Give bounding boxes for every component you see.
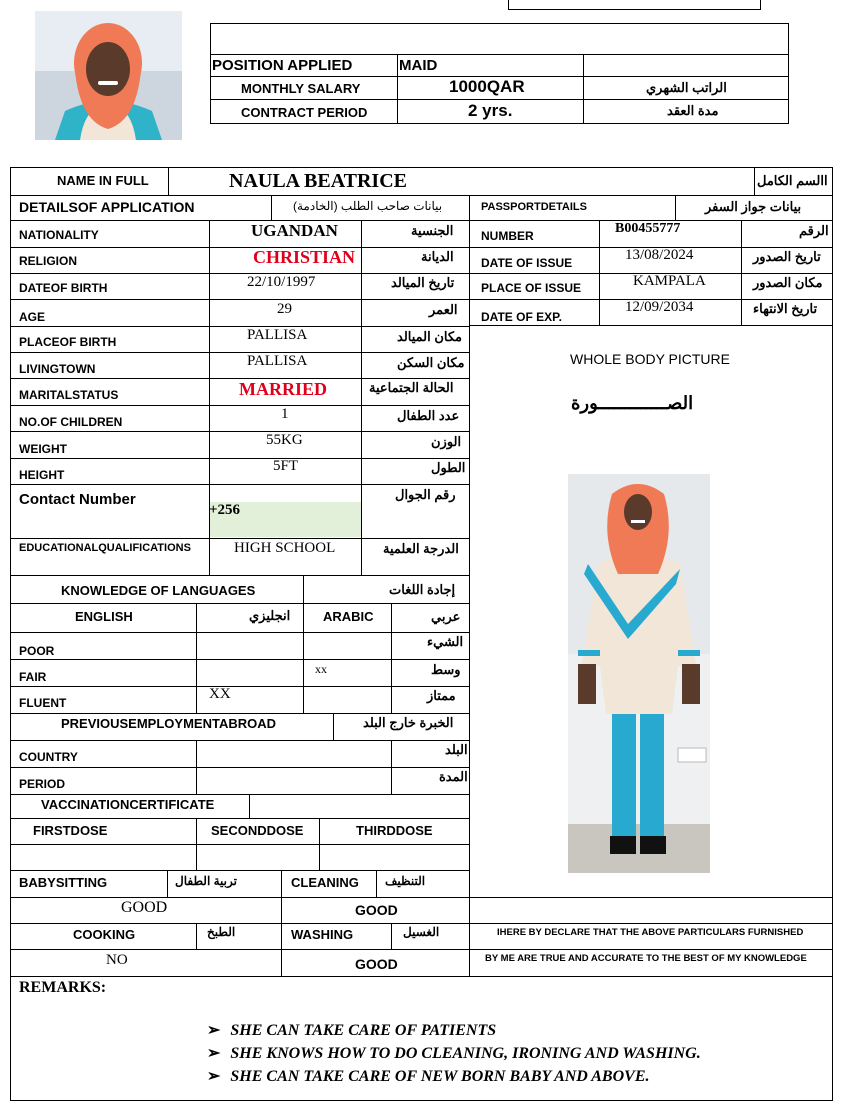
position-value: MAID — [399, 57, 438, 74]
cooking-value: NO — [106, 952, 128, 968]
employment-label: PREVIOUSEMPLOYMENTABROAD — [61, 716, 276, 731]
bullet-arrow-icon: ➢ — [207, 1045, 221, 1062]
country-ar: البلد — [445, 742, 468, 757]
name-value: NAULA BEATRICE — [229, 170, 407, 192]
babysitting-ar: تربية الطفال — [175, 874, 237, 888]
salary-ar: الراتب الشهري — [646, 80, 727, 95]
contact-value: +256 — [209, 502, 241, 518]
period-label: PERIOD — [19, 777, 66, 791]
expiry-ar: تاريخ الانتهاء — [753, 301, 818, 316]
fair-ar: وسط — [431, 662, 461, 677]
cleaning-value: GOOD — [355, 902, 398, 918]
expiry-label: DATE OF EXP. — [481, 310, 562, 324]
position-label: POSITION APPLIED — [212, 57, 353, 74]
height-value: 5FT — [273, 458, 299, 474]
remarks-list — [207, 1019, 701, 1088]
declaration-line2: BY ME ARE TRUE AND ACCURATE TO THE BEST OF MY KNOWLEDGE — [485, 953, 807, 964]
period-ar: المدة — [439, 769, 468, 784]
second-dose-label: SECONDDOSE — [211, 823, 304, 838]
full-body-photo — [568, 474, 710, 873]
marital-label: MARITALSTATUS — [19, 388, 119, 402]
birthplace-label: PLACEOF BIRTH — [19, 335, 117, 349]
fair-label: FAIR — [19, 670, 47, 684]
marital-ar: الحالة الجتماعية — [369, 380, 454, 395]
age-ar: العمر — [429, 302, 458, 317]
livingtown-ar: مكان السكن — [397, 355, 465, 370]
dob-ar: تاريخ الميالد — [391, 275, 455, 290]
washing-ar: الغسيل — [403, 925, 440, 939]
contract-ar: مدة العقد — [667, 103, 719, 118]
fluent-ar: ممتاز — [427, 688, 456, 703]
religion-label: RELIGION — [19, 254, 78, 268]
english-label: ENGLISH — [75, 609, 133, 624]
education-ar: الدرجة العلمية — [383, 541, 459, 556]
expiry-value: 12/09/2034 — [625, 299, 694, 315]
age-value: 29 — [277, 301, 292, 317]
remark-item: ➢ SHE KNOWS HOW TO DO CLEANING, IRONING AND WASHING. — [207, 1045, 701, 1062]
english-ar: انجليزي — [249, 608, 291, 623]
passport-number-label: NUMBER — [481, 229, 534, 243]
application-form — [10, 167, 833, 1101]
picture-label: WHOLE BODY PICTURE — [570, 351, 730, 367]
remark-item: ➢ SHE CAN TAKE CARE OF PATIENTS — [207, 1022, 497, 1039]
marital-value: MARRIED — [239, 379, 327, 399]
weight-label: WEIGHT — [19, 442, 67, 456]
application-label: DETAILSOF APPLICATION — [19, 199, 195, 215]
fluent-label: FLUENT — [19, 696, 67, 710]
bullet-arrow-icon: ➢ — [207, 1022, 221, 1039]
country-label: COUNTRY — [19, 750, 78, 764]
children-label: NO.OF CHILDREN — [19, 415, 123, 429]
picture-ar: الصـــــــــــــورة — [571, 393, 694, 413]
bullet-arrow-icon: ➢ — [207, 1068, 221, 1085]
salary-label: MONTHLY SALARY — [241, 81, 361, 96]
height-ar: الطول — [431, 460, 466, 475]
issue-place-ar: مكان الصدور — [753, 275, 823, 290]
cooking-ar: الطبخ — [207, 925, 236, 939]
cleaning-ar: التنظيف — [385, 874, 426, 888]
age-label: AGE — [19, 310, 46, 324]
passport-number-ar: الرقم — [799, 223, 829, 238]
cleaning-label: CLEANING — [291, 875, 359, 890]
contract-value: 2 yrs. — [468, 101, 513, 120]
salary-value: 1000QAR — [449, 77, 525, 96]
issue-date-ar: تاريخ الصدور — [753, 249, 821, 264]
portrait-photo — [35, 11, 182, 140]
education-value: HIGH SCHOOL — [234, 540, 336, 556]
children-value: 1 — [281, 406, 289, 422]
weight-ar: الوزن — [431, 434, 462, 449]
contract-label: CONTRACT PERIOD — [241, 105, 368, 120]
cooking-label: COOKING — [73, 927, 136, 942]
babysitting-label: BABYSITTING — [19, 875, 108, 890]
top-right-box — [508, 0, 761, 10]
height-label: HEIGHT — [19, 468, 65, 482]
religion-ar: الديانة — [421, 249, 454, 264]
religion-value: CHRISTIAN — [253, 247, 356, 267]
children-ar: عدد الطفال — [397, 408, 460, 423]
arabic-label: ARABIC — [323, 609, 374, 624]
contact-label: Contact Number — [19, 491, 136, 508]
babysitting-value: GOOD — [121, 899, 168, 916]
issue-place-value: KAMPALA — [633, 273, 706, 289]
dob-value: 22/10/1997 — [247, 274, 316, 290]
passport-number-value: B00455777 — [615, 221, 681, 236]
nationality-label: NATIONALITY — [19, 228, 99, 242]
passport-label-ar: بيانات جواز السفر — [705, 199, 802, 214]
name-ar: االسم الكامل — [757, 173, 828, 188]
issue-date-label: DATE OF ISSUE — [481, 256, 573, 270]
declaration-line1: IHERE BY DECLARE THAT THE ABOVE PARTICULARS FURNISHED — [497, 927, 804, 938]
third-dose-label: THIRDDOSE — [356, 823, 433, 838]
name-label: NAME IN FULL — [57, 173, 149, 188]
employment-ar: الخبرة خارج البلد — [363, 715, 454, 730]
first-dose-label: FIRSTDOSE — [33, 823, 108, 838]
livingtown-value: PALLISA — [247, 353, 308, 369]
issue-date-value: 13/08/2024 — [625, 247, 694, 263]
dob-label: DATEOF BIRTH — [19, 281, 108, 295]
vaccination-label: VACCINATIONCERTIFICATE — [41, 797, 215, 812]
languages-ar: إجادة اللغات — [389, 582, 456, 597]
washing-label: WASHING — [291, 927, 354, 942]
contact-ar: رقم الجوال — [395, 487, 456, 502]
application-ar: بيانات صاحب الطلب (الخادمة) — [293, 199, 443, 213]
fluent-english-value: XX — [209, 686, 231, 702]
remarks-label: REMARKS: — [19, 979, 107, 996]
poor-ar: الشيء — [427, 634, 464, 649]
education-label: EDUCATIONALQUALIFICATIONS — [19, 542, 191, 554]
washing-value: GOOD — [355, 956, 398, 972]
issue-place-label: PLACE OF ISSUE — [481, 281, 582, 295]
weight-value: 55KG — [266, 432, 303, 448]
birthplace-ar: مكان الميالد — [397, 329, 463, 344]
birthplace-value: PALLISA — [247, 327, 308, 343]
passport-label: PASSPORTDETAILS — [481, 201, 587, 213]
arabic-ar: عربي — [431, 609, 461, 624]
livingtown-label: LIVINGTOWN — [19, 362, 96, 376]
nationality-ar: الجنسية — [411, 223, 454, 238]
position-table — [210, 23, 789, 124]
poor-label: POOR — [19, 644, 55, 658]
remark-item: ➢ SHE CAN TAKE CARE OF NEW BORN BABY AND ABOVE. — [207, 1068, 650, 1085]
nationality-value: UGANDAN — [251, 221, 338, 240]
fair-arabic-value: xx — [315, 662, 327, 676]
languages-label: KNOWLEDGE OF LANGUAGES — [61, 583, 256, 598]
